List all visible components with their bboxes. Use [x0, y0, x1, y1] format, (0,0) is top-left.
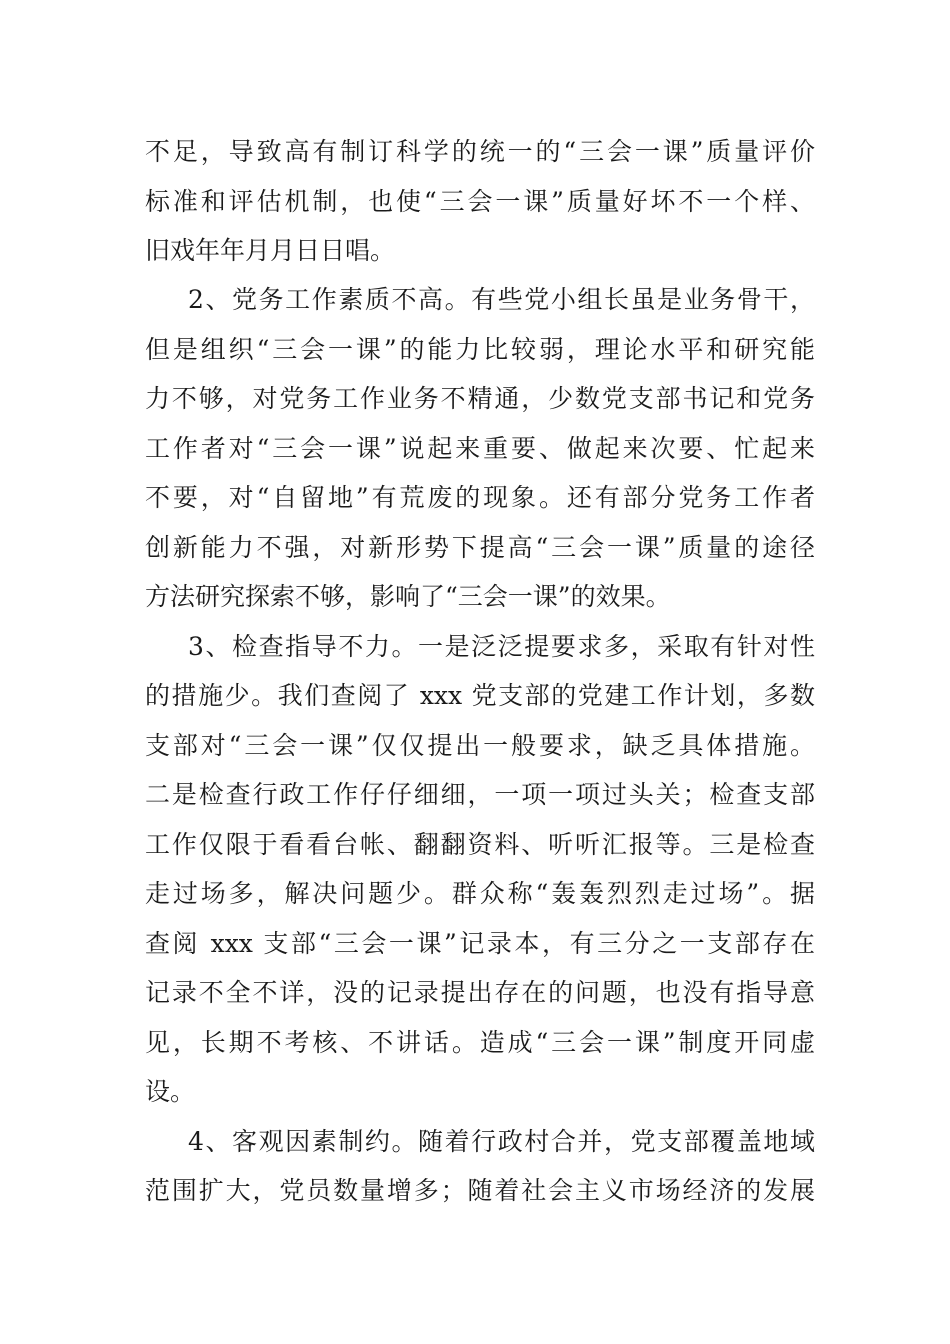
text-line: 方法研究探索不够，影响了“三会一课”的效果。	[145, 582, 671, 611]
text-line: 4、客观因素制约。随着行政村合并，党支部覆盖地域	[188, 1127, 815, 1156]
text-line: 记录不全不详，没的记录提出存在的问题，也没有指导意	[145, 978, 815, 1007]
text-line: 创新能力不强，对新形势下提高“三会一课”质量的途径	[145, 533, 815, 562]
text-line: 旧戏年年月月日日唱。	[145, 236, 396, 265]
text-line: 的措施少。我们查阅了 xxx 党支部的党建工作计划，多数	[145, 681, 815, 710]
text-line: 二是检查行政工作仔仔细细，一项一项过头关；检查支部	[145, 780, 815, 809]
text-line: 3、检查指导不力。一是泛泛提要求多，采取有针对性	[188, 632, 815, 661]
text-line: 见，长期不考核、不讲话。造成“三会一课”制度开同虚	[145, 1028, 815, 1057]
text-line: 走过场多，解决问题少。群众称“轰轰烈烈走过场”。据	[145, 879, 815, 908]
text-line: 支部对“三会一课”仅仅提出一般要求，缺乏具体措施。	[145, 731, 815, 760]
text-line: 设。	[145, 1077, 196, 1106]
text-line: 工作者对“三会一课”说起来重要、做起来次要、忙起来	[145, 434, 815, 463]
text-line: 标准和评估机制，也使“三会一课”质量好坏不一个样、	[145, 187, 815, 216]
text-line: 不足，导致高有制订科学的统一的“三会一课”质量评价	[145, 137, 815, 166]
text-line: 查阅 xxx 支部“三会一课”记录本，有三分之一支部存在	[145, 929, 815, 958]
text-line: 但是组织“三会一课”的能力比较弱，理论水平和研究能	[145, 335, 815, 364]
text-line: 不要，对“自留地”有荒废的现象。还有部分党务工作者	[145, 483, 815, 512]
text-line: 范围扩大，党员数量增多；随着社会主义市场经济的发展	[145, 1176, 815, 1205]
text-line: 力不够，对党务工作业务不精通，少数党支部书记和党务	[145, 384, 815, 413]
text-line: 工作仅限于看看台帐、翻翻资料、听听汇报等。三是检查	[145, 830, 815, 859]
text-line: 2、党务工作素质不高。有些党小组长虽是业务骨干，	[188, 285, 815, 314]
